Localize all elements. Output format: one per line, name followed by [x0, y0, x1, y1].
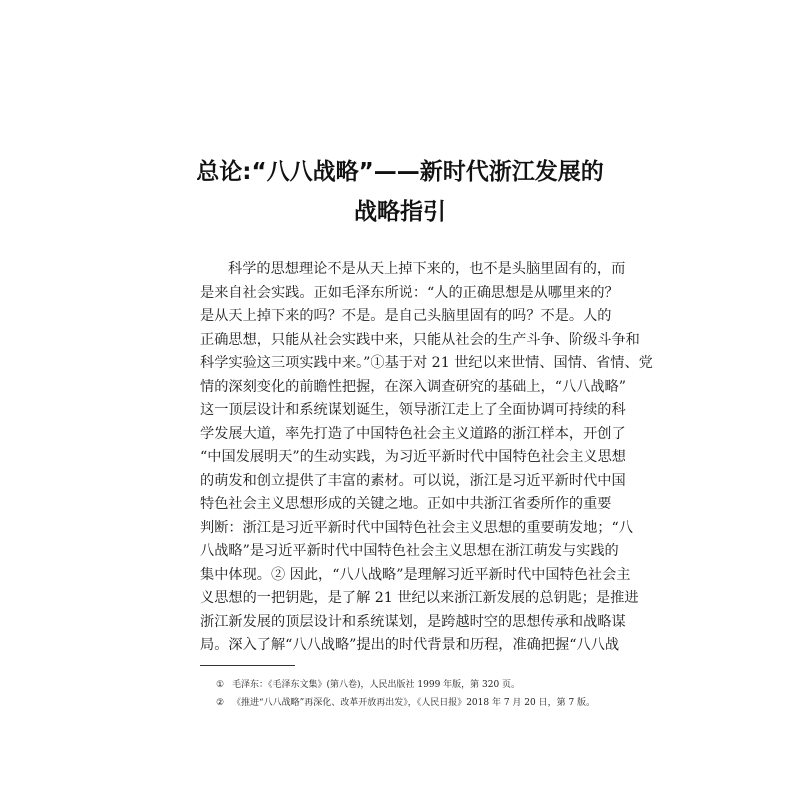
body-line: 情的深刻变化的前瞻性把握，在深入调查研究的基础上，“八八战略”: [200, 378, 626, 395]
footnote-1: [216, 676, 596, 694]
body-line: 科学的思想理论不是从天上掉下来的，也不是头脑里固有的，而: [228, 261, 626, 277]
footnote-2: [216, 694, 596, 712]
body-line: 科学实验这三项实践中来。”①基于对 21 世纪以来世情、国情、省情、党: [200, 355, 653, 371]
body-line: 八战略”是习近平新时代中国特色社会主义思想在浙江萌发与实践的: [200, 543, 619, 559]
body-line: 局。深入了解“八八战略”提出的时代背景和历程，准确把握“八八战: [200, 637, 620, 653]
chapter-title-line-1: 总论:“八八战略”——新时代浙江发展的: [196, 159, 604, 185]
body-line: 是从天上掉下来的吗？不是。是自己头脑里固有的吗？不是。人的: [200, 308, 612, 324]
footnote-divider: [200, 665, 295, 666]
body-line: 是来自社会实践。正如毛泽东所说：“人的正确思想是从哪里来的？: [200, 284, 619, 301]
body-line: 浙江新发展的顶层设计和系统谋划，是跨越时空的思想传承和战略谋: [200, 613, 626, 630]
footnotes: [216, 676, 596, 712]
chapter-title: [140, 152, 660, 232]
body-line: 这一顶层设计和系统谋划诞生，领导浙江走上了全面协调可持续的科: [200, 402, 626, 418]
body-line: 特色社会主义思想形成的关键之地。正如中共浙江省委所作的重要: [200, 496, 612, 512]
body-line: 判断：浙江是习近平新时代中国特色社会主义思想的重要萌发地；“八: [200, 519, 633, 536]
body-line: 学发展大道，率先打造了中国特色社会主义道路的浙江样本，开创了: [200, 425, 626, 442]
body-line: 集中体现。② 因此，“八八战略”是理解习近平新时代中国特色社会主: [200, 566, 631, 583]
footnote-marker: ②: [216, 698, 225, 708]
body-line: 的萌发和创立提供了丰富的素材。可以说，浙江是习近平新时代中国: [200, 472, 626, 489]
body-line: 正确思想，只能从社会实践中来，只能从社会的生产斗争、阶级斗争和: [200, 331, 640, 348]
body-line: “中国发展明天”的生动实践，为习近平新时代中国特色社会主义思想: [200, 449, 626, 465]
body-line: 义思想的一把钥匙，是了解 21 世纪以来浙江新发展的总钥匙；是推进: [200, 590, 639, 606]
footnote-text: 毛泽东：《毛泽东文集》(第八卷)，人民出版社 1999 年版，第 320 页。: [232, 680, 521, 690]
footnote-marker: ①: [216, 680, 225, 690]
body-paragraph: [200, 258, 653, 658]
footnote-text: 《推进“八八战略”再深化、改革开放再出发》，《人民日报》2018 年 7 月 20 日，第 7 版。: [232, 698, 596, 708]
chapter-title-line-2: 战略指引: [354, 199, 446, 225]
